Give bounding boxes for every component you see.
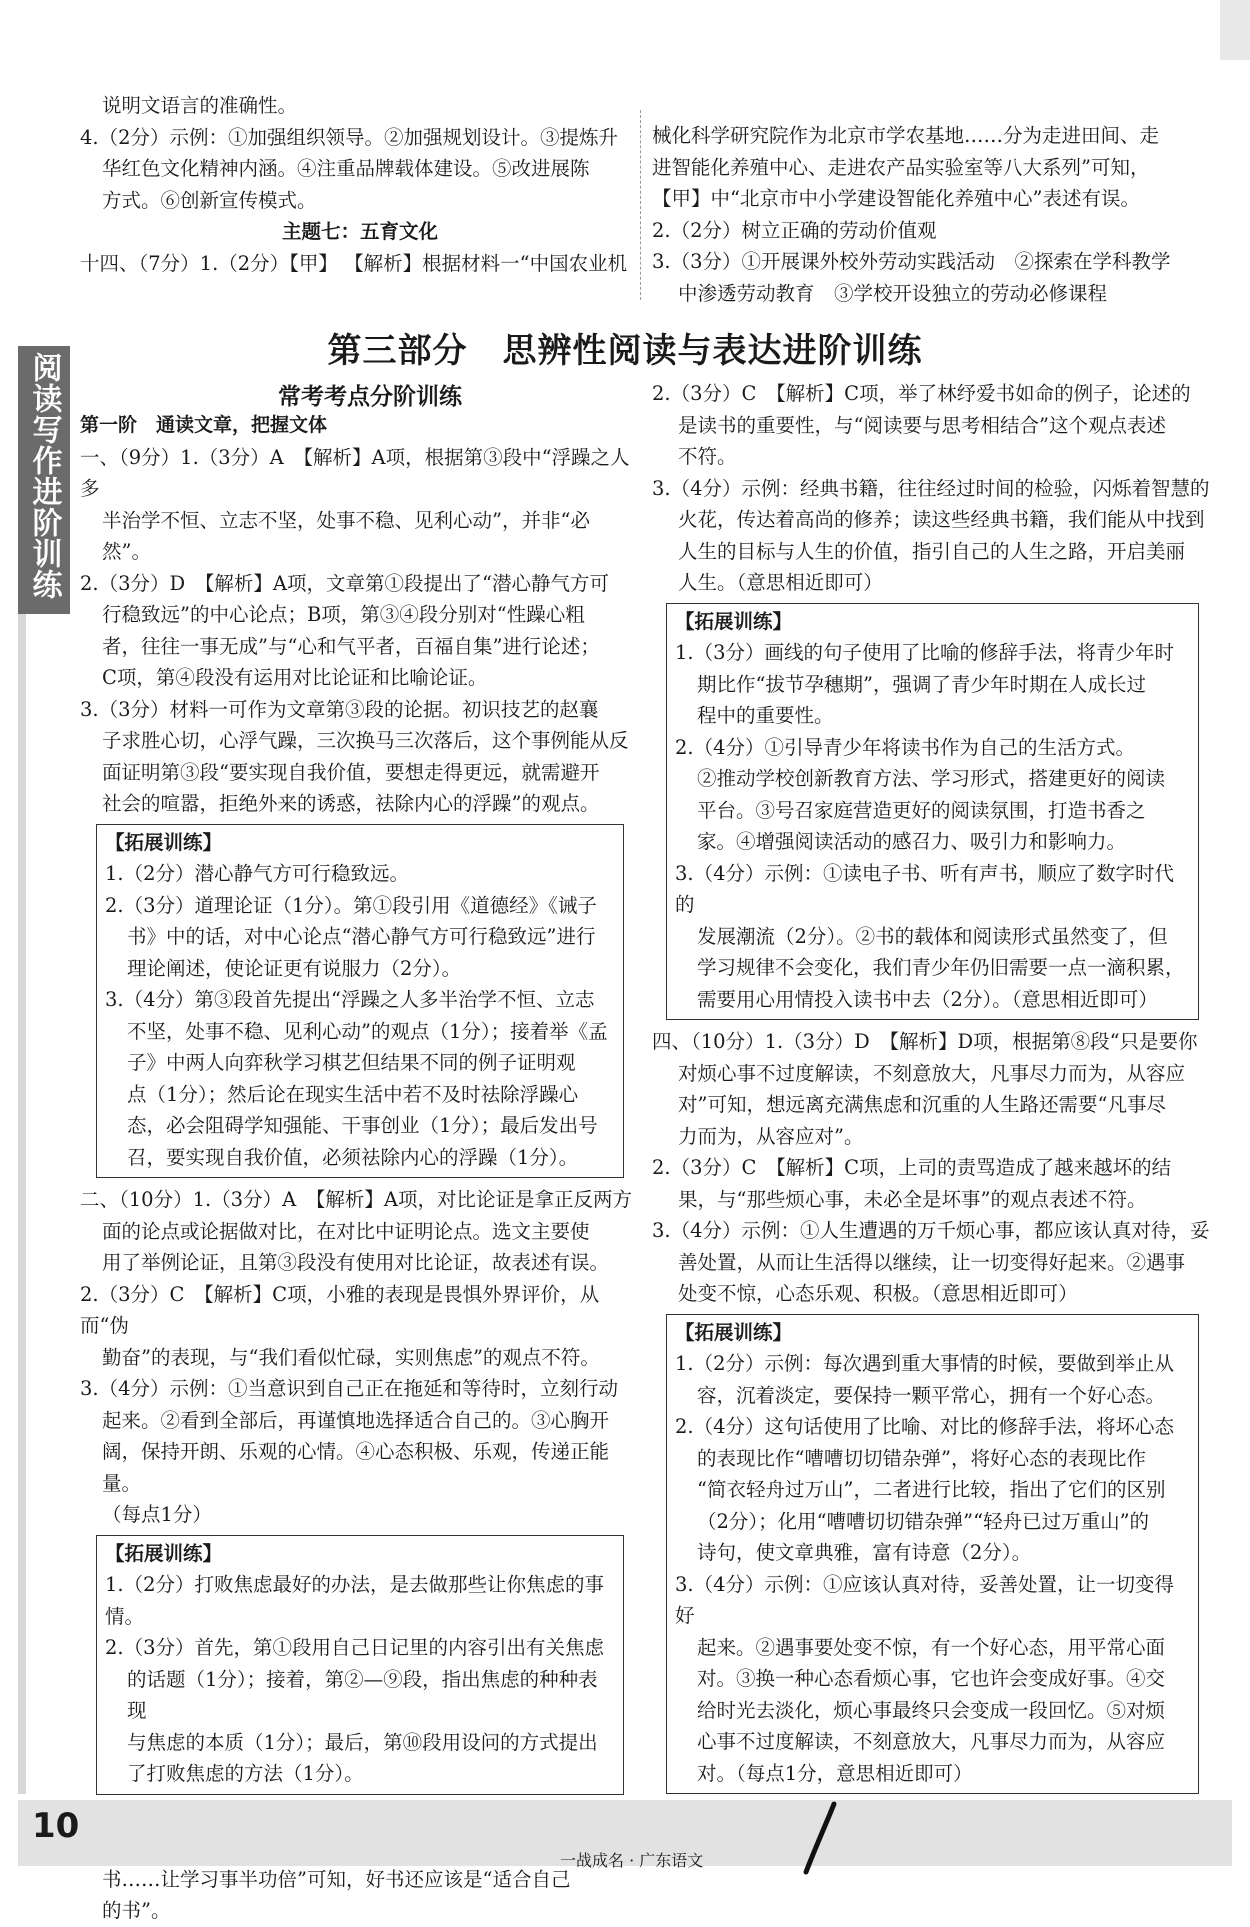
text-line: 书……让学习事半功倍”可知，好书还应该是“适合自己 (102, 1867, 571, 1891)
text-line: 方式。⑥创新宣传模式。 (102, 188, 317, 212)
side-tab-label: 阅读写作进阶训练 (26, 352, 62, 600)
text-line: ②推动学校创新教育方法、学习形式，搭建更好的阅读 (697, 767, 1166, 790)
text-line: 四、（10分）1.（3分）D 【解析】D项，根据第⑧段“只是要你 (652, 1030, 1198, 1053)
text-line: 1.（2分）打败焦虑最好的办法，是去做那些让你焦虑的事情。 (105, 1573, 605, 1628)
top-left-column (80, 90, 640, 279)
text-line: 二、（10分）1.（3分）A 【解析】A项，对比论证是拿正反两方 (80, 1188, 632, 1211)
text-line: 3.（4分）示例：①当意识到自己正在拖延和等待时，立刻行动 (80, 1377, 619, 1400)
text-line: 华红色文化精神内涵。④注重品牌载体建设。⑤改进展陈 (102, 157, 590, 180)
text-line: 阔，保持开朗、乐观的心情。④心态积极、乐观，传递正能量。 (102, 1440, 610, 1495)
text-line: 的书”。 (102, 1899, 171, 1922)
text-line: 3.（4分）示例：①人生遭遇的万千烦心事，都应该认真对待，妥 (652, 1219, 1210, 1242)
text-line: 态，必会阻碍学知强能、干事创业（1分）；最后发出号 (127, 1114, 598, 1137)
text-line: 对”可知，想远离充满焦虑和沉重的人生路还需要“凡事尽 (678, 1093, 1166, 1116)
text-line: 点（1分）；然后论在现实生活中若不及时祛除浮躁心 (127, 1082, 579, 1106)
text-line: 4.（2分）示例：①加强组织领导。②加强规划设计。③提炼升 (80, 125, 619, 149)
text-line: 是读书的重要性，与“阅读要与思考相结合”这个观点表述 (678, 413, 1166, 437)
text-line: 2.（3分）道理论证（1分）。第①段引用《道德经》《诫子 (105, 893, 597, 917)
text-line: 3.（3分）材料一可作为文章第③段的论据。初识技艺的赵襄 (80, 697, 599, 721)
text-line: 与焦虑的本质（1分）；最后，第⑩段用设问的方式提出 (127, 1730, 598, 1754)
pen-stroke-icon (800, 1800, 840, 1876)
text-line: 2.（3分）C 【解析】C项，小雅的表现是畏惧外界评价，从而“伪 (80, 1282, 600, 1337)
extension-box (96, 824, 624, 1179)
text-line: 一、（9分）1.（3分）A 【解析】A项，根据第③段中“浮躁之人多 (80, 445, 630, 500)
text-line: 勤奋”的表现，与“我们看似忙碌，实则焦虑”的观点不符。 (102, 1345, 600, 1369)
side-tab (18, 346, 70, 614)
text-line: “简衣轻舟过万山”，二者进行比较，指出了它们的区别 (697, 1478, 1166, 1501)
text-line: 子》中两人向弈秋学习棋艺但结果不同的例子证明观 (127, 1051, 576, 1074)
text-line: 中渗透劳动教育 ③学校开设独立的劳动必修课程 (678, 281, 1108, 305)
text-line: 2.（3分）C 【解析】C项，举了林纾爱书如命的例子，论述的 (652, 382, 1191, 405)
page-edge-shadow (1220, 0, 1250, 60)
text-line: 期比作“拔节孕穗期”，强调了青少年时期在人成长过 (697, 672, 1146, 696)
text-line: 火花，传达着高尚的修养；读这些经典书籍，我们能从中找到 (678, 508, 1205, 531)
text-line: 社会的喧嚣，拒绝外来的诱惑，祛除内心的浮躁”的观点。 (102, 792, 600, 815)
text-line: 书》中的话，对中心论点“潜心静气方可行稳致远”进行 (127, 925, 596, 948)
text-line: 善处置，从而让生活得以继续，让一切变得好起来。②遇事 (678, 1250, 1186, 1274)
text-line: 了打败焦虑的方法（1分）。 (127, 1762, 364, 1785)
left-column (80, 410, 635, 1927)
text-line: 面证明第③段“要实现自我价值，要想走得更远，就需避开 (102, 760, 600, 784)
text-line: 程中的重要性。 (697, 704, 834, 727)
box-title: 【拓展训练】 (675, 1320, 793, 1344)
text-line: （2分）；化用“嘈嘈切切错杂弹”“轻舟已过万重山”的 (697, 1509, 1150, 1533)
text-line: 说明文语言的准确性。 (102, 94, 298, 117)
text-line: 3.（4分）示例：①应该认真对待，妥善处置，让一切变得好 (675, 1572, 1175, 1627)
text-line: 容，沉着淡定，要保持一颗平常心，拥有一个好心态。 (697, 1383, 1166, 1407)
text-line: 力而为，从容应对”。 (678, 1124, 864, 1148)
text-line: 3.（4分）示例：①读电子书、听有声书，顺应了数字时代的 (675, 861, 1175, 916)
text-line: 起来。②遇事要处变不惊，有一个好心态，用平常心面 (697, 1635, 1166, 1659)
text-line: 1.（2分）潜心静气方可行稳致远。 (105, 862, 410, 885)
text-line: 的话题（1分）；接着，第②—⑨段，指出焦虑的种种表现 (127, 1667, 598, 1722)
text-line: 面的论点或论据做对比，在对比中证明论点。选文主要使 (102, 1219, 590, 1243)
text-line: 的表现比作“嘈嘈切切错杂弹”，将好心态的表现比作 (697, 1446, 1146, 1470)
text-line: 需要用心用情投入读书中去（2分）。（意思相近即可） (697, 987, 1158, 1011)
stage-heading: 第一阶 通读文章，把握文体 (80, 414, 328, 436)
text-line: 3.（4分）示例：经典书籍，往往经过时间的检验，闪烁着智慧的 (652, 476, 1210, 500)
text-line: 3.（4分）第③段首先提出“浮躁之人多半治学不恒、立志 (105, 988, 595, 1011)
text-line: 子求胜心切，心浮气躁，三次换马三次落后，这个事例能从反 (102, 729, 629, 752)
text-line: 给时光去淡化，烦心事最终只会变成一段回忆。⑤对烦 (697, 1698, 1166, 1722)
text-line: 对烦心事不过度解读，不刻意放大，凡事尽力而为，从容应 (678, 1061, 1186, 1085)
text-line: 诗句，使文章典雅，富有诗意（2分）。 (697, 1541, 1032, 1564)
text-line: 人生。（意思相近即可） (678, 571, 883, 594)
text-line: 【甲】中“北京市中小学建设智能化养殖中心”表述有误。 (652, 187, 1140, 210)
column-divider (640, 110, 641, 300)
text-line: 对。（每点1分，意思相近即可） (697, 1761, 973, 1785)
text-line: 十四、（7分）1.（2分）【甲】 【解析】根据材料一“中国农业机 (80, 251, 628, 275)
text-line: 家。④增强阅读活动的感召力、吸引力和影响力。 (697, 830, 1127, 853)
top-right-column (652, 120, 1212, 309)
text-line: （每点1分） (102, 1503, 212, 1526)
text-line: 者，往往一事无成”与“心和气平者，百福自集”进行论述； (102, 634, 600, 658)
text-line: 不坚，处事不稳、见利心动”的观点（1分）；接着举《孟 (127, 1019, 608, 1043)
text-line: 对。③换一种心态看烦心事，它也许会变成好事。④交 (697, 1667, 1166, 1690)
text-line: 半治学不恒、立志不坚，处事不稳、见利心动”，并非“必然”。 (102, 508, 590, 563)
box-title: 【拓展训练】 (675, 609, 793, 633)
extension-box (666, 1314, 1199, 1795)
text-line: 平台。③号召家庭营造更好的阅读氛围，打造书香之 (697, 798, 1146, 822)
extension-box (96, 1535, 624, 1795)
topic-heading: 主题七：五育文化 (281, 220, 438, 243)
box-title: 【拓展训练】 (105, 830, 223, 854)
text-line: 心事不过度解读，不刻意放大，凡事尽力而为，从容应 (697, 1730, 1166, 1753)
text-line: 理论阐述，使论证更有说服力（2分）。 (127, 956, 462, 980)
text-line: 2.（4分）①引导青少年将读书作为自己的生活方式。 (675, 735, 1136, 759)
box-title: 【拓展训练】 (105, 1541, 223, 1565)
text-line: 2.（3分）C 【解析】C项，上司的责骂造成了越来越坏的结 (652, 1156, 1172, 1179)
side-strip (18, 614, 26, 1794)
footer-book-title: 一战成名 · 广东语文 (560, 1851, 704, 1870)
text-line: 召，要实现自我价值，必须祛除内心的浮躁（1分）。 (127, 1145, 579, 1169)
text-line: 学习规律不会变化，我们青少年仍旧需要一点一滴积累， (697, 956, 1185, 979)
text-line: 处变不惊，心态乐观、积极。（意思相近即可） (678, 1282, 1078, 1305)
text-line: 不符。 (678, 445, 737, 468)
text-line: 人生的目标与人生的价值，指引自己的人生之路，开启美丽 (678, 539, 1186, 563)
text-line: 用了举例论证，且第③段没有使用对比论证，故表述有误。 (102, 1251, 610, 1274)
text-line: 械化科学研究院作为北京市学农基地……分为走进田间、走 (652, 124, 1160, 147)
text-line: 2.（4分）这句话使用了比喻、对比的修辞手法，将坏心态 (675, 1415, 1175, 1438)
text-line: 2.（2分）树立正确的劳动价值观 (652, 218, 937, 242)
text-line: 起来。②看到全部后，再谨慎地选择适合自己的。③心胸开 (102, 1408, 610, 1432)
section-title: 常考考点分阶训练 (278, 384, 462, 410)
part-title: 第三部分 思辨性阅读与表达进阶训练 (327, 331, 923, 371)
text-line: 2.（3分）D 【解析】A项，文章第①段提出了“潜心静气方可 (80, 571, 609, 595)
text-line: 3.（3分）①开展课外校外劳动实践活动 ②探索在学科教学 (652, 250, 1171, 273)
text-line: 行稳致远”的中心论点；B项，第③④段分别对“性躁心粗 (102, 603, 585, 626)
right-column (652, 378, 1212, 1800)
text-line: 进智能化养殖中心、走进农产品实验室等八大系列”可知， (652, 155, 1150, 179)
page-number: 10 (32, 1806, 80, 1846)
text-line: 2.（3分）首先，第①段用自己日记里的内容引出有关焦虑 (105, 1636, 605, 1659)
text-line: 果，与“那些烦心事，未必全是坏事”的观点表述不符。 (678, 1187, 1147, 1211)
text-line: 1.（3分）画线的句子使用了比喻的修辞手法，将青少年时 (675, 641, 1175, 664)
text-line: 发展潮流（2分）。②书的载体和阅读形式虽然变了，但 (697, 924, 1168, 948)
text-line: 1.（2分）示例：每次遇到重大事情的时候，要做到举止从 (675, 1352, 1175, 1375)
extension-box (666, 603, 1199, 1021)
text-line: C项，第④段没有运用对比论证和比喻论证。 (102, 666, 488, 689)
